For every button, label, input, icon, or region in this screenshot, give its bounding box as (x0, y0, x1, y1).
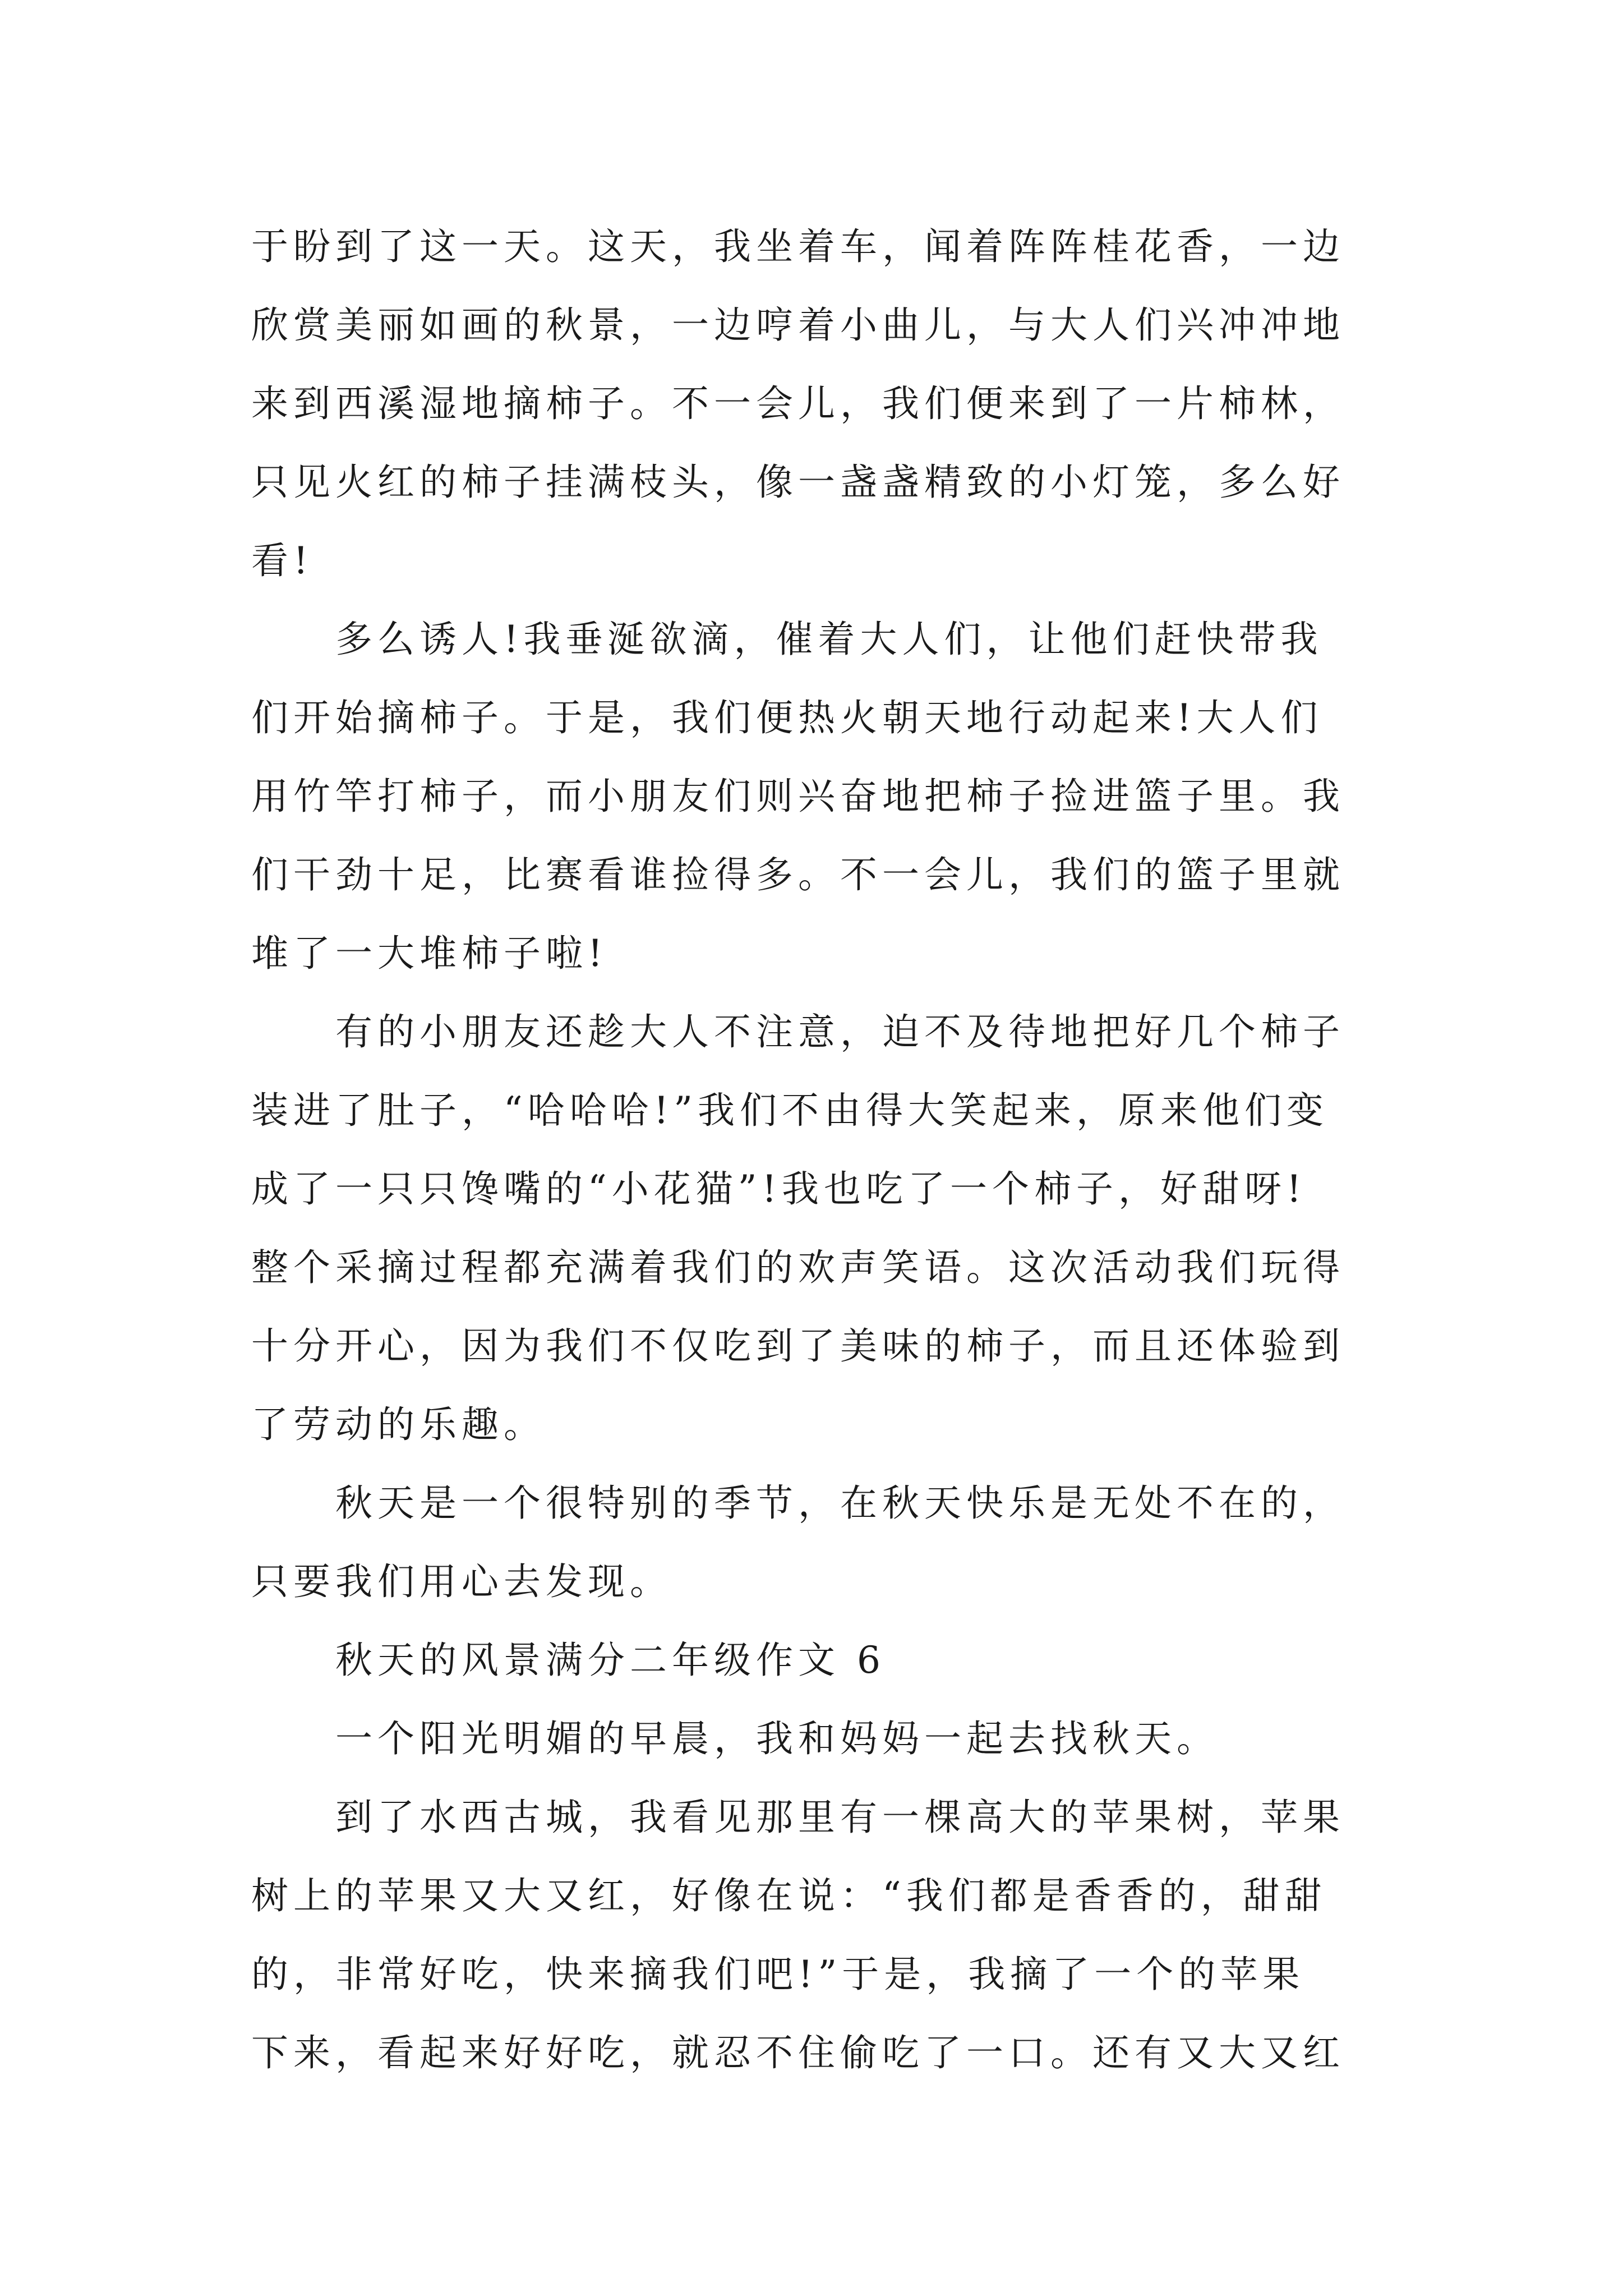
text-line: 十分开心，因为我们不仅吃到了美味的柿子，而且还体验到 (251, 1324, 1345, 1368)
text-line: 下来，看起来好好吃，就忍不住偷吃了一口。还有又大又红 (251, 2031, 1345, 2074)
text-line: 堆了一大堆柿子啦! (251, 932, 608, 975)
text-line: 只见火红的柿子挂满枝头，像一盏盏精致的小灯笼，多么好 (251, 461, 1345, 504)
text-line: 秋天是一个很特别的季节，在秋天快乐是无处不在的， (335, 1481, 1345, 1525)
text-line: 整个采摘过程都充满着我们的欢声笑语。这次活动我们玩得 (251, 1246, 1345, 1289)
text-line: 只要我们用心去发现。 (251, 1560, 672, 1603)
text-line: 一个阳光明媚的早晨，我和妈妈一起去找秋天。 (335, 1717, 1219, 1760)
text-line: 多么诱人!我垂涎欲滴，催着大人们，让他们赶快带我 (335, 618, 1323, 661)
text-line: 秋天的风景满分二年级作文 6 (335, 1639, 886, 1682)
text-line: 成了一只只馋嘴的“小花猫”!我也吃了一个柿子，好甜呀! (251, 1167, 1307, 1211)
essay-body (251, 208, 1407, 2092)
text-line: 装进了肚子，“哈哈哈!”我们不由得大笑起来，原来他们变 (251, 1089, 1329, 1132)
text-line: 于盼到了这一天。这天，我坐着车，闻着阵阵桂花香，一边 (251, 225, 1345, 268)
text-line: 有的小朋友还趁大人不注意，迫不及待地把好几个柿子 (335, 1010, 1345, 1053)
text-line: 们开始摘柿子。于是，我们便热火朝天地行动起来!大人们 (251, 696, 1323, 739)
text-line: 的，非常好吃，快来摘我们吧!”于是，我摘了一个的苹果 (251, 1953, 1305, 1996)
text-line: 看! (251, 539, 313, 582)
text-line: 了劳动的乐趣。 (251, 1403, 546, 1446)
text-line: 欣赏美丽如画的秋景，一边哼着小曲儿，与大人们兴冲冲地 (251, 303, 1345, 347)
text-line: 来到西溪湿地摘柿子。不一会儿，我们便来到了一片柿林， (251, 382, 1345, 425)
text-line: 们干劲十足，比赛看谁捡得多。不一会儿，我们的篮子里就 (251, 853, 1345, 896)
text-line: 到了水西古城，我看见那里有一棵高大的苹果树，苹果 (335, 1796, 1345, 1839)
text-line: 用竹竿打柿子，而小朋友们则兴奋地把柿子捡进篮子里。我 (251, 775, 1345, 818)
text-line: 树上的苹果又大又红，好像在说：“我们都是香香的，甜甜 (251, 1874, 1327, 1917)
